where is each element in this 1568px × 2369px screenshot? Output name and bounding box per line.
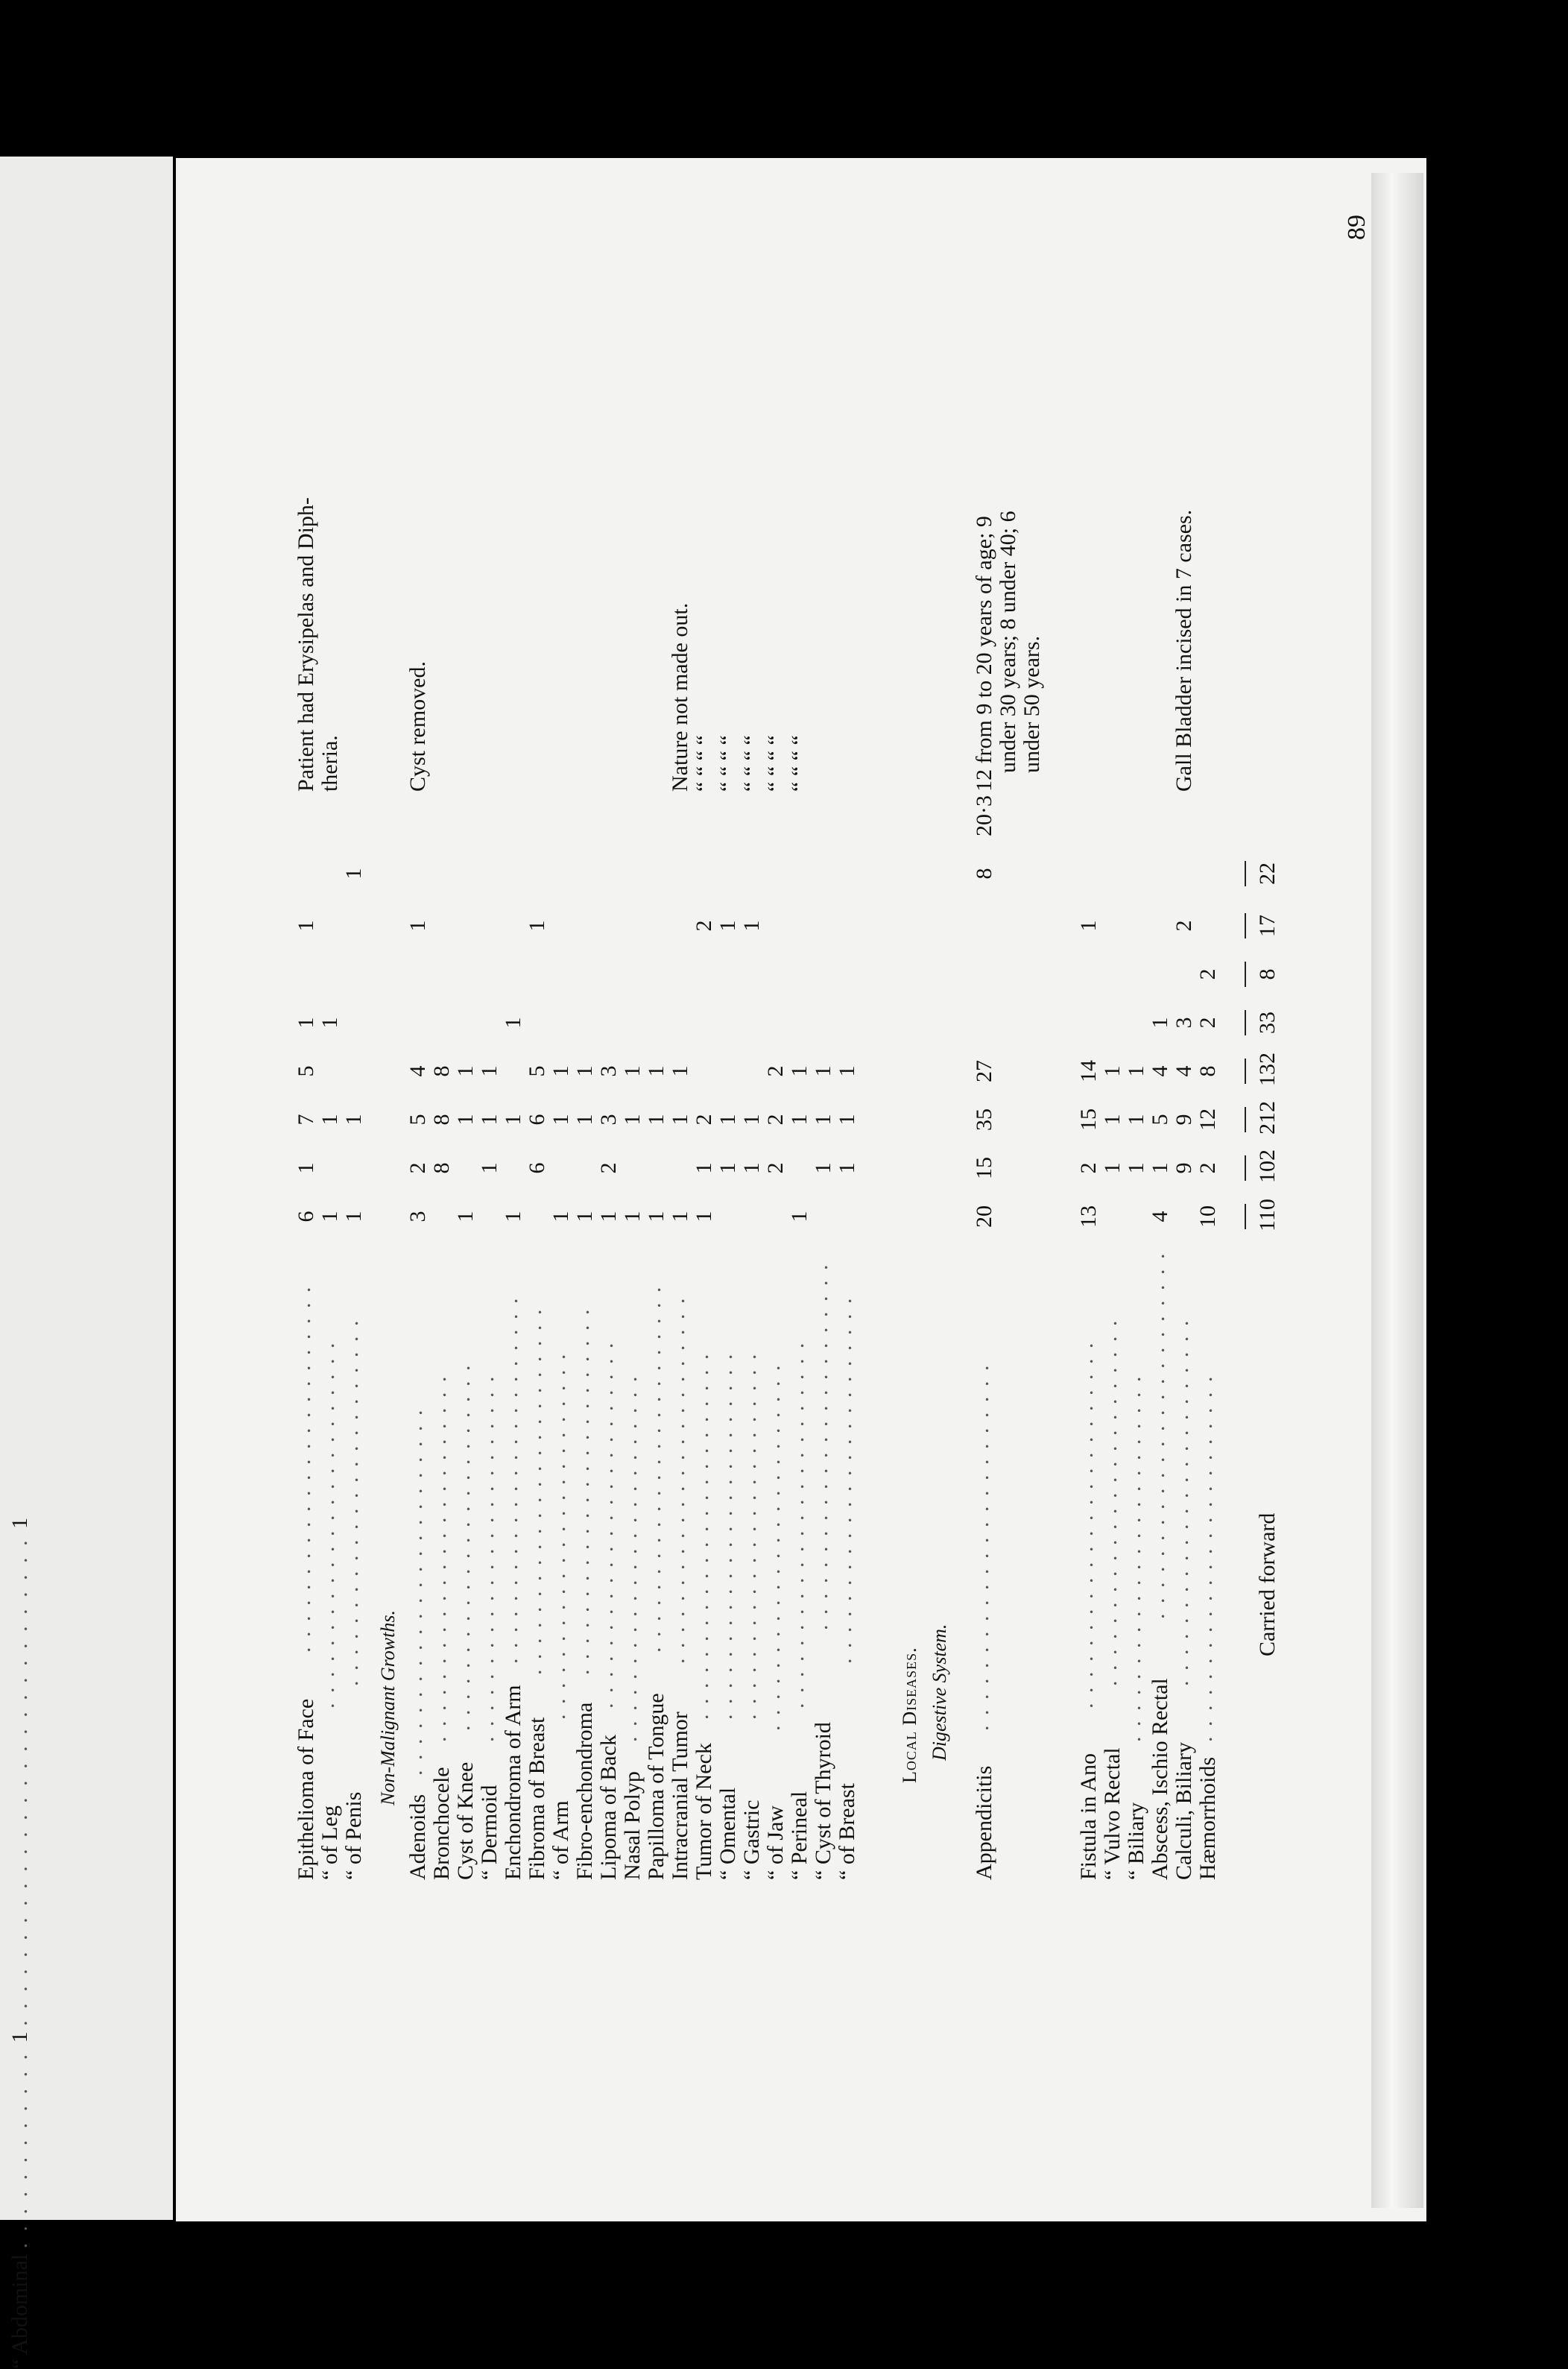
leader-dots: . . . . . . . . . . . . . . . . . . . . . . . .	[474, 1374, 499, 1742]
cell-value: 2	[1076, 1162, 1101, 1174]
cell-value: 1	[1124, 1065, 1148, 1077]
row-label: “ of Arm	[549, 1800, 573, 1880]
cell-value: 1	[477, 1114, 502, 1126]
cell-value: 2	[405, 1162, 430, 1174]
cell-value: 1	[341, 868, 366, 880]
cell-value: 2	[692, 1114, 716, 1126]
cell-value: 1	[501, 1114, 525, 1126]
cell-value: 1	[835, 1065, 859, 1077]
carried-forward-label: Carried forward	[1255, 1512, 1280, 1656]
leader-dots: . . . . . . . . . . . . . . . . . . . . . . . .	[314, 1340, 339, 1709]
cell-value: 1	[317, 1114, 342, 1126]
cell-value: 6	[525, 1114, 549, 1126]
cell-value: 1	[668, 1114, 692, 1126]
cell-value: 1	[835, 1162, 859, 1174]
leader-dots: . . . . . . . . . . . . . . . . . . . . . . . .	[1097, 1318, 1122, 1686]
cell-value: 1	[572, 1211, 597, 1223]
cell-value: 1	[811, 1065, 835, 1077]
row-note: Patient had Erysipelas and Diph-	[294, 497, 318, 792]
cell-value: 1	[1148, 1162, 1172, 1174]
cell-value: 2	[1195, 1017, 1220, 1029]
leader-dots: . . . . . . . . . . . . . . . . . . . . . . . .	[784, 1340, 809, 1709]
table-row	[1192, 165, 1220, 1880]
table-row	[832, 165, 859, 1880]
row-label: Nasal Polyp	[620, 1771, 645, 1880]
cell-value: 1	[715, 920, 740, 932]
cell-value: 1	[341, 1211, 366, 1223]
cell-value: 3	[1172, 1017, 1196, 1029]
cell-value: 1	[811, 1162, 835, 1174]
cell-value: 1	[1100, 1065, 1125, 1077]
sum-rule	[1245, 861, 1246, 886]
row-label: “ Dermoid	[477, 1785, 502, 1880]
cell-value: 8	[972, 868, 996, 880]
section-heading-digestive: Digestive System.	[929, 1624, 950, 1761]
cell-value: 1	[453, 1065, 478, 1077]
cell-value: 8	[429, 1114, 454, 1126]
total-value: 33	[1255, 1012, 1280, 1034]
cell-value: 1	[1148, 1017, 1172, 1029]
leader-dots: . . . . . . . . . . . . . . . . . . . . . . . .	[736, 1351, 761, 1720]
row-label: “ of Leg	[317, 1805, 342, 1880]
row-label: Epithelioma of Face	[294, 1698, 318, 1880]
previous-page-label: “ Abdominal	[7, 2253, 32, 2369]
section-heading-local-diseases: Local Diseases.	[899, 1647, 920, 1783]
cell-value: 4	[1172, 1065, 1196, 1077]
cell-value: 5	[294, 1065, 318, 1077]
cell-value: 8	[1195, 1065, 1220, 1077]
row-label: Fibroma of Breast	[525, 1717, 549, 1880]
cell-value: 1	[739, 920, 764, 932]
cell-value: 1	[453, 1211, 478, 1223]
sum-rule	[1245, 1155, 1246, 1181]
total-value: 110	[1255, 1199, 1280, 1231]
leader-dots: . . . . . . . . . . . . . . . . . . . . . . . .	[712, 1351, 737, 1720]
leader-dots: . . . . . . . . . . . . . . . . . . . . . . . .	[808, 1262, 832, 1630]
row-label: Intracranial Tumor	[668, 1712, 692, 1880]
cell-value: 1	[715, 1114, 740, 1126]
cell-value: 7	[294, 1114, 318, 1126]
cell-value: 1	[668, 1065, 692, 1077]
leader-dots: . . . . . . . . . . . . . . . . . . . . . . . .	[498, 1296, 522, 1664]
cell-value: 1	[1100, 1162, 1125, 1174]
leader-dots: . . . . . . . . . . . . . . . . . . . . . . . .	[969, 1363, 993, 1731]
cell-value: 1	[549, 1065, 573, 1077]
previous-page-trailing: 1	[7, 1517, 32, 1529]
cell-value: 1	[341, 1114, 366, 1126]
cell-value: 8	[429, 1162, 454, 1174]
cell-value: 1	[317, 1017, 342, 1029]
previous-page-value: 1	[7, 2031, 32, 2043]
cell-value: 1	[1076, 920, 1101, 932]
cell-value: 1	[739, 1114, 764, 1126]
row-label: “ Omental	[715, 1787, 740, 1880]
cell-value: 2	[763, 1162, 788, 1174]
cell-value: 14	[1076, 1060, 1101, 1082]
row-note: “ “ “ “	[715, 735, 740, 792]
cell-value: 20·3	[972, 795, 996, 836]
cell-value: 2	[1172, 920, 1196, 932]
sum-rule	[1245, 1010, 1246, 1035]
cell-value: 1	[739, 1162, 764, 1174]
cell-value: 1	[620, 1114, 645, 1126]
totals-row	[1256, 165, 1279, 1880]
row-label: “ Cyst of Thyroid	[811, 1722, 835, 1880]
cell-value: 13	[1076, 1205, 1101, 1228]
cell-value: 3	[405, 1211, 430, 1223]
row-note: under 30 years; 8 under 40; 6	[996, 511, 1020, 773]
cell-value: 1	[787, 1114, 812, 1126]
cell-value: 1	[294, 1017, 318, 1029]
cell-value: 1	[811, 1114, 835, 1126]
leader-dots: . . . . . . . . . . . . . . . . . . . . . . . .	[1192, 1374, 1217, 1742]
cell-value: 2	[692, 920, 716, 932]
cell-value: 1	[1124, 1162, 1148, 1174]
leader-dots: . . . . . . . . . . . . . . . . . . . . . . . .	[426, 1374, 451, 1742]
previous-page-strip	[0, 157, 173, 2369]
row-note: “ “ “ “	[739, 735, 764, 792]
cell-value: 1	[596, 1211, 621, 1223]
leader-dots: . . . . . . . . . . . . . . . . . . . . . . . .	[1145, 1251, 1169, 1619]
cell-value: 1	[453, 1114, 478, 1126]
table-row	[338, 165, 366, 1880]
cell-value: 1	[692, 1162, 716, 1174]
sum-rule	[1245, 913, 1246, 939]
previous-page-fragment: “ Abdominal . . . . . . . . . . . . 1 . . . . . . . . . . . . . . . . . . . . . . . . . . . . . 1	[7, 1517, 32, 2369]
cell-value: 1	[644, 1211, 668, 1223]
cell-value: 5	[1148, 1114, 1172, 1126]
row-label: “ Biliary	[1124, 1802, 1148, 1880]
row-note: “ “ “ “	[763, 735, 788, 792]
cell-value: 1	[692, 1211, 716, 1223]
cell-value: 15	[1076, 1108, 1101, 1131]
cell-value: 35	[972, 1108, 996, 1131]
cell-value: 1	[405, 920, 430, 932]
cell-value: 5	[405, 1114, 430, 1126]
cell-value: 5	[525, 1065, 549, 1077]
sum-rule	[1245, 962, 1246, 987]
cell-value: 3	[596, 1114, 621, 1126]
cell-value: 1	[1100, 1114, 1125, 1126]
cell-value: 2	[763, 1114, 788, 1126]
cell-value: 1	[644, 1065, 668, 1077]
cell-value: 1	[294, 1162, 318, 1174]
sum-rule	[1245, 1107, 1246, 1132]
cell-value: 6	[525, 1162, 549, 1174]
cell-value: 27	[972, 1060, 996, 1082]
row-label: “ of Jaw	[763, 1805, 788, 1880]
leader-dots: . . . . . . . . . . . . . . . . . . . . . . . .	[569, 1307, 594, 1675]
row-label: “ Vulvo Rectal	[1100, 1747, 1125, 1880]
cell-value: 1	[835, 1114, 859, 1126]
row-note: Gall Bladder incised in 7 cases.	[1172, 509, 1196, 792]
row-label: Appendicitis	[972, 1765, 996, 1880]
row-note: 12 from 9 to 20 years of age; 9	[972, 516, 996, 792]
leader-dots: . . . . . . . . . . . . . . . . . . . . . . . .	[402, 1407, 427, 1776]
row-label: “ Perineal	[787, 1791, 812, 1880]
cell-value: 9	[1172, 1162, 1196, 1174]
cell-value: 1	[620, 1065, 645, 1077]
row-label: Tumor of Neck	[692, 1743, 716, 1880]
cell-value: 1	[477, 1065, 502, 1077]
leader-dots: . . . . . . . . . . . . . . . . . . . . . . . .	[1121, 1374, 1145, 1742]
total-value: 22	[1255, 862, 1280, 885]
cell-value: 1	[294, 920, 318, 932]
cell-value: 1	[477, 1162, 502, 1174]
row-label: “ Gastric	[739, 1799, 764, 1880]
page-89	[176, 158, 1426, 2221]
leader-dots: . . . . . . . . . . . . . . . . . . . . . . . .	[291, 1284, 315, 1653]
cell-value: 1	[549, 1114, 573, 1126]
row-note: “ “ “ “	[692, 735, 716, 792]
cell-value: 1	[668, 1211, 692, 1223]
cell-value: 3	[596, 1065, 621, 1077]
row-label: Fistula in Ano	[1076, 1753, 1101, 1880]
row-label: Calculi, Biliary	[1172, 1742, 1196, 1880]
cell-value: 1	[525, 920, 549, 932]
row-label: Cyst of Knee	[453, 1761, 478, 1880]
cell-value: 20	[972, 1205, 996, 1228]
leader-dots: . . . . . . . . . . . . . . . . . . . . . . . .	[617, 1374, 642, 1742]
table-row	[969, 165, 1044, 1880]
total-value: 17	[1255, 915, 1280, 937]
row-note: Cyst removed.	[405, 661, 430, 792]
cell-value: 1	[501, 1017, 525, 1029]
row-label: Adenoids	[405, 1794, 430, 1880]
cell-value: 1	[787, 1211, 812, 1223]
rotated-table	[288, 180, 1406, 1880]
row-label: Fibro-enchondroma	[572, 1702, 597, 1880]
leader-dots: . . . . . . . . . . . . . . . . . . . . . . . .	[665, 1296, 689, 1664]
row-label: Hæmorrhoids	[1195, 1757, 1220, 1880]
cell-value: 2	[1195, 968, 1220, 980]
cell-value: 4	[405, 1065, 430, 1077]
leader-dots: . . . . . . . . . . . . . . . . . . . . . . . .	[1073, 1340, 1098, 1709]
cell-value: 2	[596, 1162, 621, 1174]
cell-value: 4	[1148, 1065, 1172, 1077]
table-row	[1121, 165, 1148, 1880]
sum-rule	[1245, 1204, 1246, 1229]
cell-value: 1	[644, 1114, 668, 1126]
row-label: “ of Penis	[341, 1791, 366, 1880]
sum-rule	[1245, 1059, 1246, 1084]
section-heading-non-malignant: Non-Malignant Growths.	[377, 1610, 399, 1805]
total-value: 102	[1255, 1149, 1280, 1183]
page-number: 89	[1343, 215, 1371, 240]
row-note: Nature not made out.	[668, 602, 692, 792]
cell-value: 15	[972, 1157, 996, 1179]
leader-dots: . . . . . . . . . . . . . . . . . . . . . . . .	[689, 1351, 713, 1720]
cell-value: 1	[549, 1211, 573, 1223]
row-note: theria.	[317, 735, 342, 792]
cell-value: 1	[572, 1114, 597, 1126]
cell-value: 2	[1195, 1162, 1220, 1174]
row-label: Papilloma of Tongue	[644, 1693, 668, 1880]
leader-dots: . . . . . . . . . . . . . . . . . . . . . . . .	[338, 1318, 363, 1686]
cell-value: 1	[787, 1065, 812, 1077]
total-value: 8	[1255, 968, 1280, 980]
cell-value: 1	[715, 1162, 740, 1174]
row-label: “ of Breast	[835, 1783, 859, 1880]
cell-value: 1	[620, 1211, 645, 1223]
leader-dots: . . . . . . . . . . . . . . . . . . . . . . . .	[1169, 1318, 1193, 1686]
leader-dots: . . . . . . . . . . . . . . . . . . . . . . . .	[832, 1296, 856, 1664]
row-label: Bronchocele	[429, 1767, 454, 1880]
cell-value: 8	[429, 1065, 454, 1077]
cell-value: 9	[1172, 1114, 1196, 1126]
row-note: “ “ “ “	[787, 735, 812, 792]
cell-value: 10	[1195, 1205, 1220, 1228]
cell-value: 4	[1148, 1211, 1172, 1223]
leader-dots: . . . . . . . . . . . . . . . . . . . . . . . .	[450, 1363, 475, 1731]
leader-dots: . . . . . . . . . . . . . . . . . . . . . . . .	[593, 1340, 618, 1709]
row-label: Lipoma of Back	[596, 1735, 621, 1880]
cell-value: 2	[763, 1065, 788, 1077]
total-value: 212	[1255, 1101, 1280, 1135]
total-value: 132	[1255, 1053, 1280, 1086]
cell-value: 1	[572, 1065, 597, 1077]
cell-value: 1	[1124, 1114, 1148, 1126]
cell-value: 6	[294, 1211, 318, 1223]
row-note: under 50 years.	[1019, 635, 1044, 773]
leader-dots: . . . . . . . . . . . . . . . . . . . . . . . .	[760, 1363, 785, 1731]
row-label: Enchondroma of Arm	[501, 1685, 525, 1880]
leader-dots: . . . . . . . . . . . . . . . . . . . . . . . .	[522, 1307, 546, 1675]
cell-value: 12	[1195, 1108, 1220, 1131]
row-label: Abscess, Ischio Rectal	[1148, 1678, 1172, 1880]
leader-dots: . . . . . . . . . . . . . . . . . . . . . . . .	[641, 1284, 666, 1653]
cell-value: 1	[317, 1211, 342, 1223]
cell-value: 1	[501, 1211, 525, 1223]
leader-dots: . . . . . . . . . . . . . . . . . . . . . . . .	[546, 1351, 570, 1720]
